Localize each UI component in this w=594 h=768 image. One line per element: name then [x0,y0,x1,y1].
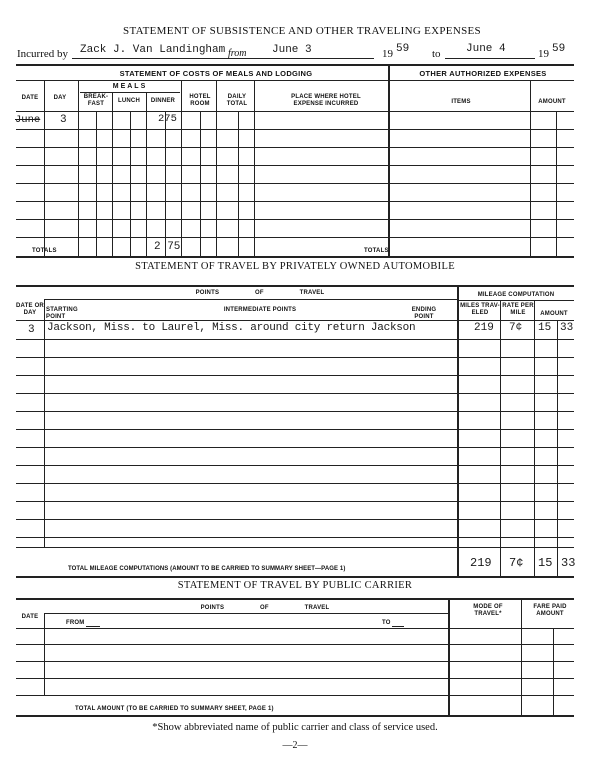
meals-title-rule [16,80,574,81]
meals-vline [146,92,147,256]
col-place: PLACE WHERE HOTEL EXPENSE INCURRED [291,94,361,107]
other-expenses-title: OTHER AUTHORIZED EXPENSES [419,69,547,78]
meals-totals-label: TOTALS [32,248,57,254]
public-col-mode: MODE OF TRAVEL* [473,604,503,617]
public-vline [521,598,522,715]
meals-header-bottom [16,111,574,112]
meals-row-line [16,165,574,166]
public-col-date: DATE [21,614,39,620]
meals-vline [96,111,97,256]
meals-vline [200,111,201,256]
meals-vline [530,80,531,256]
col-date: DATE [21,95,39,101]
meals-vline [238,111,239,256]
auto-col-amount: AMOUNT [540,311,568,317]
incurred-by-value[interactable]: Zack J. Van Landingham [80,44,226,56]
auto-row-line [16,537,574,538]
meals-table-top [16,64,574,66]
auto-col-miles: MILES TRAV-ELED [460,303,500,316]
auto-col-intermediate: INTERMEDIATE POINTS [223,307,297,313]
meals-row-line [16,219,574,220]
auto-vline-mileage [457,285,459,576]
public-vline-mode [448,598,450,715]
to-year[interactable]: 59 [552,43,566,55]
auto-vline [557,320,558,576]
incurred-by-underline [72,58,374,59]
public-col-fare: FARE PAID AMOUNT [533,604,567,617]
meals-row1-day[interactable]: 3 [60,114,67,126]
auto-row-line [16,393,574,394]
meals-vline [254,80,255,256]
meals-vline-divider [388,64,390,256]
meals-row-line [16,201,574,202]
public-header-bottom [16,628,574,629]
from-year[interactable]: 59 [396,43,410,55]
auto-col-rate: RATE PER MILE [502,303,534,316]
to-label: to [432,48,441,60]
public-points-header: POINTS OF TRAVEL [200,605,330,611]
meals-row-line [16,237,574,238]
public-total-label: TOTAL AMOUNT (TO BE CARRIED TO SUMMARY SHEET, PAGE 1) [75,706,274,712]
public-vline [44,613,45,695]
auto-row1-rate[interactable]: 7¢ [509,322,523,334]
auto-vline [534,300,535,576]
auto-total-miles[interactable]: 219 [470,556,492,570]
auto-vline [44,299,45,547]
public-from-label: FROM [66,620,85,626]
meals-section-title: STATEMENT OF COSTS OF MEALS AND LODGING [119,69,313,78]
meals-vline [44,80,45,256]
auto-row-line [16,519,574,520]
auto-row1-dollars[interactable]: 15 [538,322,552,334]
auto-row-line [16,547,574,548]
meals-vline [130,111,131,256]
col-other-amount: AMOUNT [538,99,566,105]
public-from-underline [86,626,100,627]
auto-section-title: STATEMENT OF TRAVEL BY PRIVATELY OWNED AUTOMOBILE [135,261,455,272]
meals-vline [181,80,182,256]
col-day: DAY [53,95,67,101]
auto-row-line [16,357,574,358]
auto-total-cents[interactable]: 33 [561,556,576,570]
public-row-line [16,695,574,696]
col-dinner: DINNER [150,98,176,104]
public-row-line [16,678,574,679]
meals-totals-label-right: TOTALS [364,248,389,254]
meals-totals-bottom [16,256,574,258]
auto-row1-day[interactable]: 3 [28,324,35,336]
col-daily: DAILY TOTAL [226,94,248,107]
auto-row1-route[interactable]: Jackson, Miss. to Laurel, Miss. around city return Jackson [47,322,416,334]
public-section-title: STATEMENT OF TRAVEL BY PUBLIC CARRIER [177,580,413,591]
meals-vline [78,80,79,256]
auto-total-label: TOTAL MILEAGE COMPUTATIONS (AMOUNT TO BE CARRIED TO SUMMARY SHEET—PAGE 1) [68,566,346,572]
meals-vline [556,111,557,256]
from-year-prefix: 19 [382,48,393,60]
auto-row-line [16,411,574,412]
auto-col-ending: ENDING POINT [411,307,437,320]
auto-row-line [16,429,574,430]
col-hotel: HOTEL ROOM [189,94,211,107]
meals-totals-dinner[interactable]: 2 75 [154,241,181,253]
public-row-line [16,644,574,645]
auto-mileage-header: MILEAGE COMPUTATION [477,292,555,298]
to-underline [445,58,535,59]
col-meals: MEALS [112,83,148,90]
from-label: from [228,48,247,59]
meals-row-line [16,183,574,184]
auto-row-line [16,483,574,484]
auto-col-starting: STARTING POINT [46,307,78,320]
meals-row-line [16,129,574,130]
meals-vline [216,80,217,256]
auto-total-rate[interactable]: 7¢ [509,556,524,570]
auto-table-top [16,285,574,287]
footnote: *Show abbreviated name of public carrier and class of service used. [152,722,438,733]
auto-mileage-rule [458,300,574,301]
meals-row1-date[interactable]: June [15,114,41,126]
auto-row-line [16,501,574,502]
auto-vline [500,300,501,576]
auto-row-line [16,339,574,340]
auto-table-bottom [16,576,574,578]
public-row-line [16,661,574,662]
auto-row1-miles[interactable]: 219 [474,322,494,334]
col-lunch: LUNCH [118,98,140,104]
auto-points-rule [44,299,458,300]
meals-subheader-rule [80,92,180,93]
col-breakfast: BREAK-FAST [83,94,109,107]
auto-col-date: DATE OR DAY [16,303,44,316]
incurred-by-label: Incurred by [17,48,69,60]
public-table-top [16,598,574,600]
auto-points-header: POINTS OF TRAVEL [195,290,325,296]
page-number: —2— [282,740,308,751]
auto-row-line [16,447,574,448]
from-date[interactable]: June 3 [272,44,312,56]
auto-total-dollars[interactable]: 15 [538,556,553,570]
to-date[interactable]: June 4 [466,43,506,55]
meals-row1-dinner[interactable]: 275 [158,113,177,125]
auto-row-line [16,375,574,376]
meals-vline [165,111,166,256]
meals-row-line [16,147,574,148]
col-items: ITEMS [451,99,471,105]
auto-header-bottom [16,320,574,321]
auto-row-line [16,465,574,466]
public-table-bottom [16,715,574,717]
public-to-underline [392,626,404,627]
public-points-rule [44,613,448,614]
auto-row1-cents[interactable]: 33 [560,322,574,334]
form-title: STATEMENT OF SUBSISTENCE AND OTHER TRAVELING EXPENSES [123,25,481,37]
meals-vline [112,92,113,256]
public-vline [553,628,554,715]
public-to-label: TO [382,620,391,626]
to-year-prefix: 19 [538,48,549,60]
